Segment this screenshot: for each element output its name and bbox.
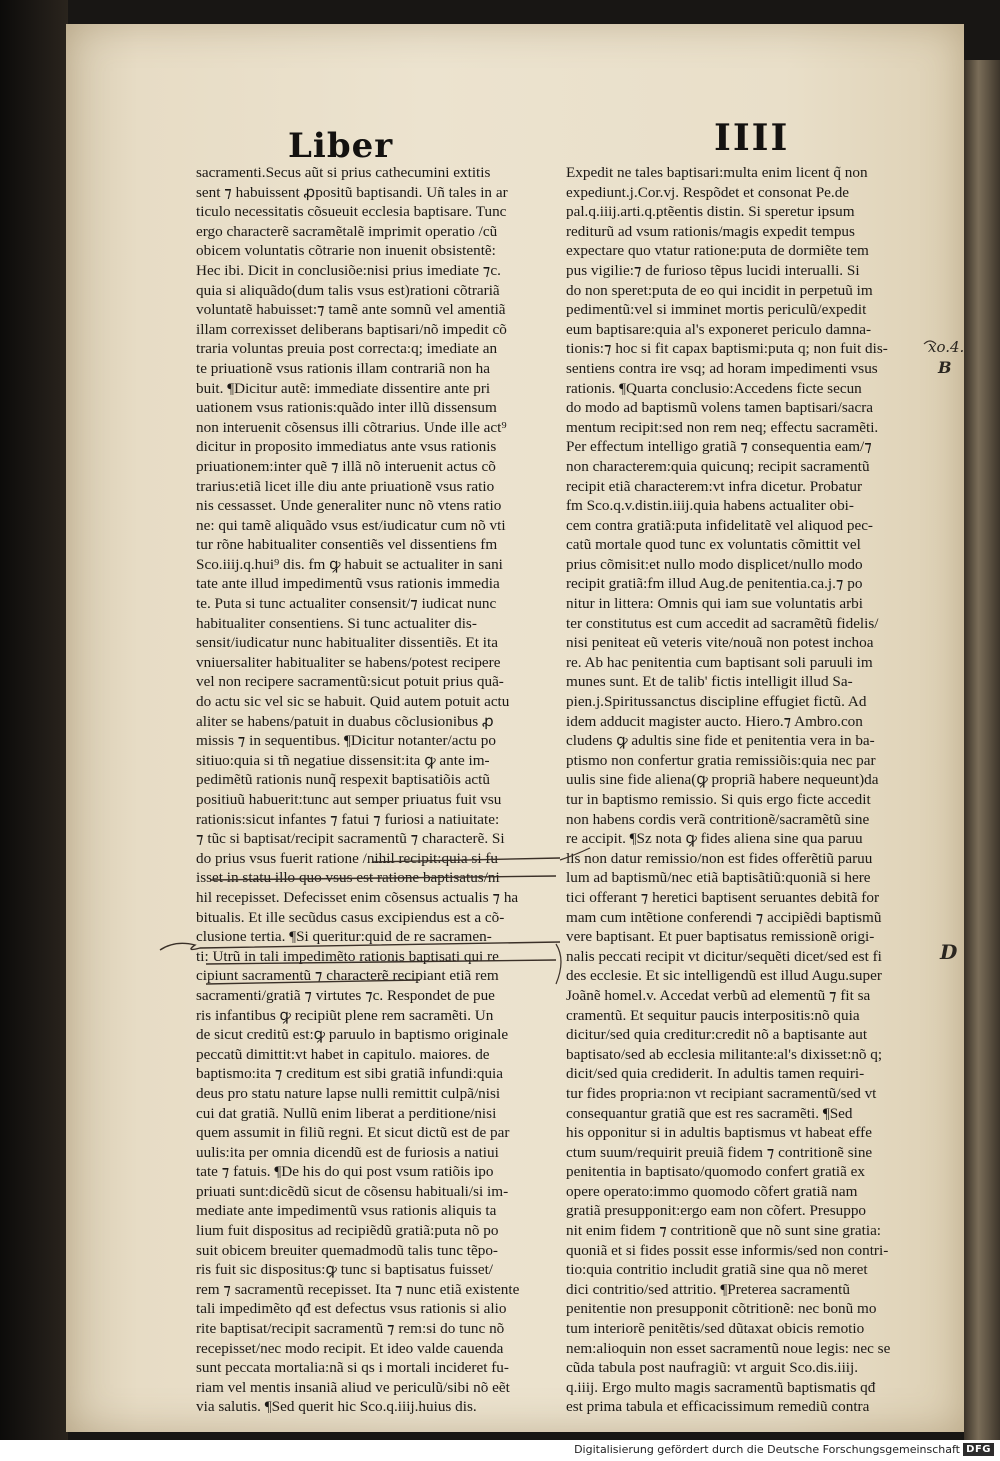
text-line: pedimẽtũ rationis nunq̃ respexit baptisatiõis actũ [196, 771, 490, 789]
text-line: sent ⁊ habuissent ꝓpositũ baptisandi. Uñ tales in ar [196, 183, 508, 201]
text-line: fm Sco.q.v.distin.iiij.quia habens actualiter obi- [566, 497, 854, 515]
text-line: sacramenti.Secus aũt si prius cathecumini extitis [196, 164, 491, 181]
text-line: re accipit. ¶Sz nota ꝙ fides aliena sine qua paruu [566, 830, 863, 848]
text-line: obicem voluntatis cõtrarie non inuenit obsistentẽ: [196, 242, 496, 260]
text-line: his opponitur si in adultis baptismus vt habeat effe [566, 1124, 872, 1142]
text-line: pal.q.iiij.arti.q.ptẽentis distin. Si speretur ipsum [566, 203, 855, 221]
text-line: de sicut creditũ est:ꝙ paruulo in baptismo originale [196, 1026, 509, 1044]
marginal-letter-b: B [938, 358, 952, 377]
text-line: sitiuo:quia si tñ negatiue dissensit:ita ꝙ ante im- [196, 751, 490, 769]
running-header-left: Liber [288, 126, 394, 166]
text-line: pus vigilie:⁊ de furioso tẽpus lucidi interualli. Si [566, 261, 860, 279]
text-line: rationis:sicut infantes ⁊ fatui ⁊ furiosi a natiuitate: [196, 810, 500, 828]
text-column-left [196, 163, 568, 1417]
text-line: mam cum intẽtione conferendi ⁊ accipiẽdi baptismũ [566, 908, 882, 926]
text-line: habitualiter consentiens. Si tunc actualiter dis- [196, 614, 477, 632]
text-line: dicitur in proposito immediatus ante vsus rationis [196, 438, 497, 456]
text-line: baptisato/sed ab ecclesia militante:al's dixisset:nõ q; [566, 1045, 883, 1063]
text-line: recipit etiã characterem:vt infra dicetur. Probatur [566, 477, 863, 495]
text-line: isset in statu illo quo vsus est ratione baptisatus/ni [196, 869, 500, 887]
text-line: prius cõmisit:et nullo modo displicet/nullo modo [566, 555, 863, 573]
text-line: expediunt.j.Cor.vj. Respõdet et consonat Pe.de [566, 183, 850, 201]
text-line: te. Puta si tunc actualiter consensit/⁊ iudicat nunc [196, 595, 497, 613]
text-line: sunt peccata mortalia:nã si qs i mortali incideret fu- [196, 1359, 509, 1377]
text-line: Sco.iiij.q.hui⁹ dis. fm ꝙ habuit se actualiter in sani [196, 555, 503, 573]
text-line: nem:alioquin non esset sacramentũ noue legis: nec se [566, 1339, 891, 1357]
book-gutter [0, 0, 68, 1461]
text-line: do prius vsus fuerit ratione /nihil recipit:quia si fu [196, 849, 499, 867]
text-line: trarius:etiã licet ille diu ante priuationẽ vsus ratio [196, 477, 495, 495]
text-line: cui dat gratiã. Nullũ enim liberat a perditione/nisi [196, 1104, 497, 1122]
text-line: peccatũ dimittit:vt habet in capitulo. maiores. de [196, 1045, 490, 1063]
text-line: voluntatẽ habuisset:⁊ tamẽ ante somnũ vel amentiã [196, 301, 506, 319]
text-line: mentum recipit:sed non rem neq; effectu sacramẽti. [566, 418, 879, 436]
text-line: ne: qui tamẽ aliquãdo vsus est/iudicatur cum nõ vti [196, 516, 506, 534]
text-line: buit. ¶Dicitur autẽ: immediate dissentire ante pri [196, 379, 491, 397]
text-line: Expedit ne tales baptisari:multa enim licent q̃ non [566, 164, 868, 181]
text-line: pedimentũ:vel si imminet mortis periculũ/expedit [566, 301, 867, 319]
running-header-right: IIII [714, 117, 790, 159]
text-line: dici contritio/sed attritio. ¶Preterea sacramentũ [566, 1280, 850, 1298]
text-line: cramentũ. Et sequitur paucis interpositis:nõ quia [566, 1006, 860, 1024]
text-line: ticulo necessitatis cõsueuit ecclesia baptisare. Tunc [196, 203, 507, 221]
text-line: dicit/sed quia crediderit. In adultis tamen requiri- [566, 1065, 865, 1083]
marginal-note: xo.4. [928, 338, 965, 356]
text-line: rediturũ ad vsum rationis/magis expedit tempus [566, 222, 855, 240]
text-line: cludens ꝙ adultis sine fide et penitentia vera in ba- [566, 732, 875, 750]
text-line: ris infantibus ꝙ recipiũt plene rem sacramẽti. Un [196, 1006, 494, 1024]
text-line: tate ante illud impedimentũ vsus rationis immedia [196, 575, 500, 593]
text-line: non interuenit cõsensus illi cõtrarius. Unde ille act⁹ [196, 418, 507, 436]
text-line: tio:quia contritio includit gratiã sine qua nõ meret [566, 1261, 868, 1279]
text-line: eum baptisare:quia al's exponeret periculo damna- [566, 320, 872, 338]
text-line: ptismo non confertur gratia remissiõis:quia nec par [566, 751, 876, 769]
text-line: q.iiij. Ergo multo magis sacramentũ baptismatis qđ [566, 1378, 876, 1396]
text-line: tur fides propria:non vt recipiant sacramentũ/sed vt [566, 1084, 877, 1102]
text-line: cem contra gratiã:puta infidelitatẽ vel aliquod pec- [566, 516, 873, 534]
text-line: vere baptisant. Et puer baptisatus remissionẽ origi- [566, 928, 875, 946]
text-line: nalis peccati recipit vt dicitur/sequẽti dicet/sed est fi [566, 947, 882, 965]
text-line: des ecclesie. Et sic intelligendũ est illud Augu.super [566, 967, 882, 985]
text-line: nisi peniteat eũ veteris vite/nouã non potest inchoa [566, 634, 874, 652]
text-line: riam vel mentis insaniã aliud ve periculũ/sibi nõ eẽt [196, 1378, 510, 1396]
text-line: nitur in littera: Omnis qui iam sue voluntatis arbi [566, 595, 863, 613]
text-line: tur rõne habitualiter consentiẽs vel dissentiens fm [196, 536, 498, 554]
text-line: ⁊ tũc si baptisat/recipit sacramentũ ⁊ characterẽ. Si [196, 830, 505, 848]
text-line: vel non recipere sacramentũ:sicut potuit prius quã- [196, 673, 504, 691]
text-line: deus pro statu nature lapse nulli remittit culpã/nisi [196, 1084, 501, 1102]
text-line: clusione tertia. ¶Si queritur:quid de re sacramen- [196, 928, 492, 946]
text-line: Per effectum intelligo gratiã ⁊ consequentia eam/⁊ [566, 438, 872, 456]
text-line: ris fuit sic dispositus:ꝙ tunc si baptisatus fuisset/ [196, 1261, 494, 1279]
text-line: quoniã et si fides possit esse informis/sed non contri- [566, 1241, 889, 1259]
text-line: hil recepisset. Defecisset enim cõsensus actualis ⁊ ha [196, 888, 519, 906]
dfg-logo: DFG [963, 1443, 994, 1456]
text-line: re. Ab hac penitentia cum baptisant soli paruuli im [566, 653, 873, 671]
text-line: sentiens contra ire vsq; ad horam impedimenti vsus [566, 359, 878, 377]
text-line: tionis:⁊ hoc si fit capax baptismi:puta q; non fuit dis- [566, 340, 888, 358]
text-line: nis cessasset. Unde generaliter nunc nõ vtens ratio [196, 497, 502, 515]
text-line: penitentia in baptisato/quomodo confert gratiã ex [566, 1163, 866, 1181]
text-line: baptismo:ita ⁊ creditum est sibi gratiã infundi:quia [196, 1065, 504, 1083]
text-line: ergo characterẽ sacramẽtalẽ imprimit operatio /cũ [196, 222, 498, 240]
text-line: positiuũ habuerit:tunc aut semper priuatus fuit vsu [196, 791, 502, 808]
text-line: uationem vsus rationis:quãdo inter illũ dissensum [196, 399, 497, 417]
text-line: idem adducit magister aucto. Hiero.⁊ Ambro.con [566, 712, 863, 730]
text-line: ctum suum/requirit preuiã fidem ⁊ contritionẽ sine [566, 1143, 873, 1161]
text-line: nit enim fidem ⁊ contritionẽ que nõ sunt sine gratia: [566, 1222, 882, 1240]
text-line: do non speret:puta de eo qui incidit in perpetuũ im [566, 281, 873, 299]
text-line: non characterem:quia quicunq; recipit sacramentũ [566, 457, 870, 475]
text-line: tur in baptismo remissio. Si quis ergo ficte accedit [566, 791, 871, 808]
text-line: rite baptisat/recipit sacramentũ ⁊ rem:si do tunc nõ [196, 1320, 505, 1338]
text-line: uulis sine fide aliena(ꝙ propriã habere nequeunt)da [566, 771, 879, 789]
text-line: rem ⁊ sacramentũ recepisset. Ita ⁊ nunc etiã existente [196, 1280, 520, 1298]
text-line: cũda tabula post naufragiũ: vt arguit Sco.dis.iiij. [566, 1359, 859, 1377]
text-line: Joãnẽ homel.v. Accedat verbũ ad elementũ ⁊ fit sa [566, 986, 871, 1004]
text-line: do actu sic vel sic se habuit. Quid autem potuit actu [196, 693, 510, 711]
text-line: non habens cordis verã contritionẽ/sacramẽtũ sine [566, 810, 870, 828]
text-line: cipiunt sacramentũ ⁊ characterẽ recipiant etiã rem [196, 967, 499, 985]
text-line: uulis:ita per omnia dicendũ est de furiosis a natiui [196, 1143, 499, 1161]
text-line: gratiã presupponit:ergo eam non cõfert. Presuppo [566, 1202, 867, 1220]
text-line: quem assumit in filiũ regni. Et sicut dictũ est de par [196, 1124, 510, 1142]
text-line: traria voluntas preuia post correcta:q; imediate an [196, 340, 498, 358]
text-line: lum ad baptismũ/nec etiã baptisãtiũ:quoniã si here [566, 869, 871, 887]
text-line: pien.j.Spiritussanctus discipline effugiet fictũ. Ad [566, 693, 867, 711]
text-line: quia si aliquãdo(dum talis vsus est)rationi cõtrariã [196, 281, 500, 299]
text-line: priuationem:inter quẽ ⁊ illã nõ interuenit actus cõ [196, 457, 496, 475]
text-line: suit obicem breuiter quemadmodũ talis tunc tẽpo- [196, 1241, 498, 1259]
text-line: do modo ad baptismũ volens tamen baptisari/sacra [566, 399, 874, 417]
text-line: est prima tabula et efficacissimum remediũ contra [566, 1398, 870, 1416]
text-line: opere operato:immo quomodo cõfert gratiã nam [566, 1182, 858, 1200]
marginal-letter-d: D [940, 940, 958, 964]
text-line: illam correxisset deliberans baptisari/nõ impedit cõ [196, 320, 507, 338]
text-line: Hec ibi. Dicit in conclusiõe:nisi prius imediate ⁊c. [196, 261, 501, 279]
text-line: mediate ante impedimentũ vsus rationis aliquis ta [196, 1202, 497, 1220]
text-line: lium fuit dispositus ad recipiẽdũ gratiã:puta nõ po [196, 1222, 499, 1240]
text-line: munes sunt. Et de talib' fictis intelligit illud Sa- [566, 673, 853, 691]
text-line: via salutis. ¶Sed querit hic Sco.q.iiij.huius dis. [196, 1398, 477, 1416]
page-edges [964, 60, 1000, 1440]
text-line: ti: Utrũ in tali impedimẽto rationis baptisati qui re [196, 947, 499, 965]
text-line: penitentie non presupponit cõtritionẽ: nec bonũ mo [566, 1300, 877, 1318]
text-line: lis non datur remissio/non est fides offerẽtiũ paruu [566, 849, 873, 867]
text-line: sacramenti/gratiã ⁊ virtutes ⁊c. Respondet de pue [196, 986, 495, 1004]
text-line: sensit/iudicatur nunc habitualiter dissentiẽs. Et ita [196, 634, 498, 652]
text-line: aliter se habens/patuit in duabus cõclusionibus ꝓ [196, 712, 494, 730]
text-line: tate ⁊ fatuis. ¶De his do qui post vsum ratiõis ipo [196, 1163, 494, 1181]
text-line: consequantur gratiã que est res sacramẽti. ¶Sed [566, 1104, 853, 1122]
text-line: recepisset/nec modo recipit. Et ideo valde cauenda [196, 1339, 504, 1357]
text-line: ter constitutus est cum accedit ad sacramẽtũ fidelis/ [566, 614, 879, 632]
text-line: tum interiorẽ penitẽtis/sed dũtaxat obicis remotio [566, 1320, 865, 1338]
text-line: rationis. ¶Quarta conclusio:Accedens ficte secun [566, 379, 862, 397]
digitization-footer [0, 1440, 1000, 1461]
text-line: priuati sunt:dicẽdũ sicut de cõsensu habituali/si im- [196, 1182, 509, 1200]
footer-credit: Digitalisierung gefördert durch die Deutsche Forschungsgemeinschaft [574, 1443, 960, 1456]
text-column-right [566, 163, 938, 1417]
text-line: dicitur/sed quia creditur:credit nõ a baptisante aut [566, 1026, 868, 1044]
text-line: tici offerant ⁊ heretici baptisent seruantes debitã for [566, 888, 880, 906]
text-line: expectare quo vtatur ratione:puta de dormiẽte tem [566, 242, 869, 260]
text-line: missis ⁊ in sequentibus. ¶Dicitur notanter/actu po [196, 732, 496, 750]
text-line: catũ mortale quod tunc ex voluntatis cõmittit vel [566, 536, 861, 554]
text-line: tali impedimẽto qđ est defectus vsus rationis si alio [196, 1300, 507, 1318]
text-line: te priuationẽ vsus rationis illam contrariã non ha [196, 359, 490, 377]
text-line: recipit gratiã:fm illud Aug.de penitentia.ca.j.⁊ po [566, 575, 863, 593]
text-line: vniuersaliter habitualiter se habens/potest recipere [196, 653, 501, 671]
text-line: bitualis. Et ille secũdus casus excipiendus est a cõ- [196, 908, 505, 926]
